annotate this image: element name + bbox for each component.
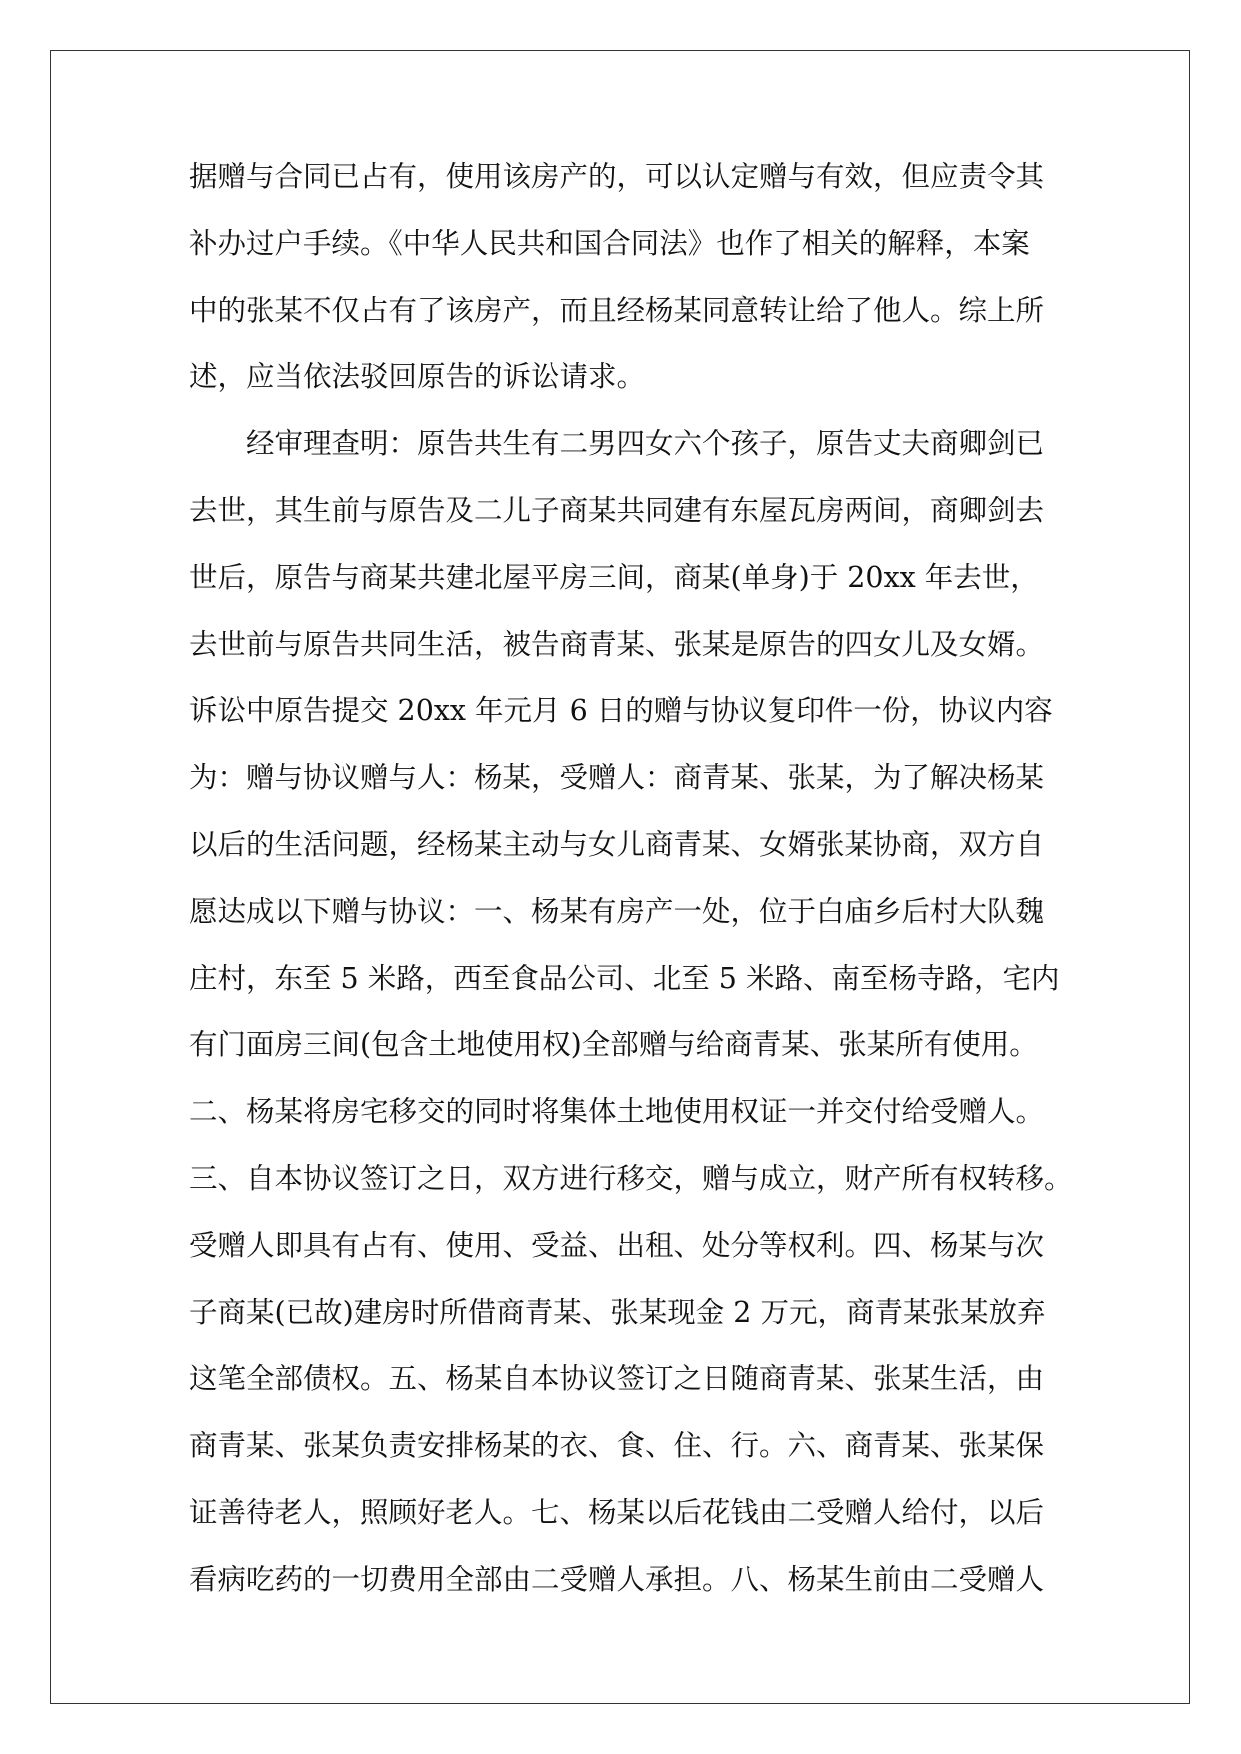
text-line: 补办过户手续。《中华人民共和国合同法》也作了相关的解释，本案 [189, 226, 1030, 260]
text-line: 庄村，东至 5 米路，西至食品公司、北至 5 米路、南至杨寺路，宅内 [189, 961, 1060, 995]
text-line: 据赠与合同已占有，使用该房产的，可以认定赠与有效，但应责令其 [189, 160, 1045, 193]
text-line: 述，应当依法驳回原告的诉讼请求。 [189, 360, 646, 394]
text-line: 诉讼中原告提交 20xx 年元月 6 日的赠与协议复印件一份，协议内容 [189, 694, 1053, 728]
text-line: 证善待老人，照顾好老人。七、杨某以后花钱由二受赠人给付，以后 [189, 1495, 1045, 1529]
text-line: 以后的生活问题，经杨某主动与女儿商青某、女婿张某协商，双方自 [189, 827, 1045, 861]
text-line: 去世，其生前与原告及二儿子商某共同建有东屋瓦房两间，商卿剑去 [189, 493, 1045, 527]
text-line: 看病吃药的一切费用全部由二受赠人承担。八、杨某生前由二受赠人 [189, 1562, 1045, 1596]
text-line: 愿达成以下赠与协议：一、杨某有房产一处，位于白庙乡后村大队魏 [189, 894, 1045, 928]
text-line: 三、自本协议签订之日，双方进行移交，赠与成立，财产所有权转移。 [189, 1161, 1073, 1195]
text-line: 有门面房三间(包含土地使用权)全部赠与给商青某、张某所有使用。 [189, 1028, 1038, 1062]
text-line: 中的张某不仅占有了该房产，而且经杨某同意转让给了他人。综上所 [189, 293, 1045, 327]
text-line: 二、杨某将房宅移交的同时将集体土地使用权证一并交付给受赠人。 [189, 1095, 1045, 1129]
text-line: 世后，原告与商某共建北屋平房三间，商某(单身)于 20xx 年去世， [189, 560, 1039, 594]
text-line: 去世前与原告共同生活，被告商青某、张某是原告的四女儿及女婿。 [189, 627, 1045, 661]
text-line: 商青某、张某负责安排杨某的衣、食、住、行。六、商青某、张某保 [189, 1429, 1045, 1463]
text-line: 这笔全部债权。五、杨某自本协议签订之日随商青某、张某生活，由 [189, 1362, 1045, 1396]
text-line: 为：赠与协议赠与人：杨某，受赠人：商青某、张某，为了解决杨某 [189, 761, 1045, 795]
text-line: 子商某(已故)建房时所借商青某、张某现金 2 万元，商青某张某放弃 [189, 1295, 1046, 1329]
text-line: 受赠人即具有占有、使用、受益、出租、处分等权利。四、杨某与次 [189, 1228, 1045, 1262]
text-line: 经审理查明：原告共生有二男四女六个孩子，原告丈夫商卿剑已 [189, 427, 1045, 461]
document-body [189, 160, 1089, 1630]
